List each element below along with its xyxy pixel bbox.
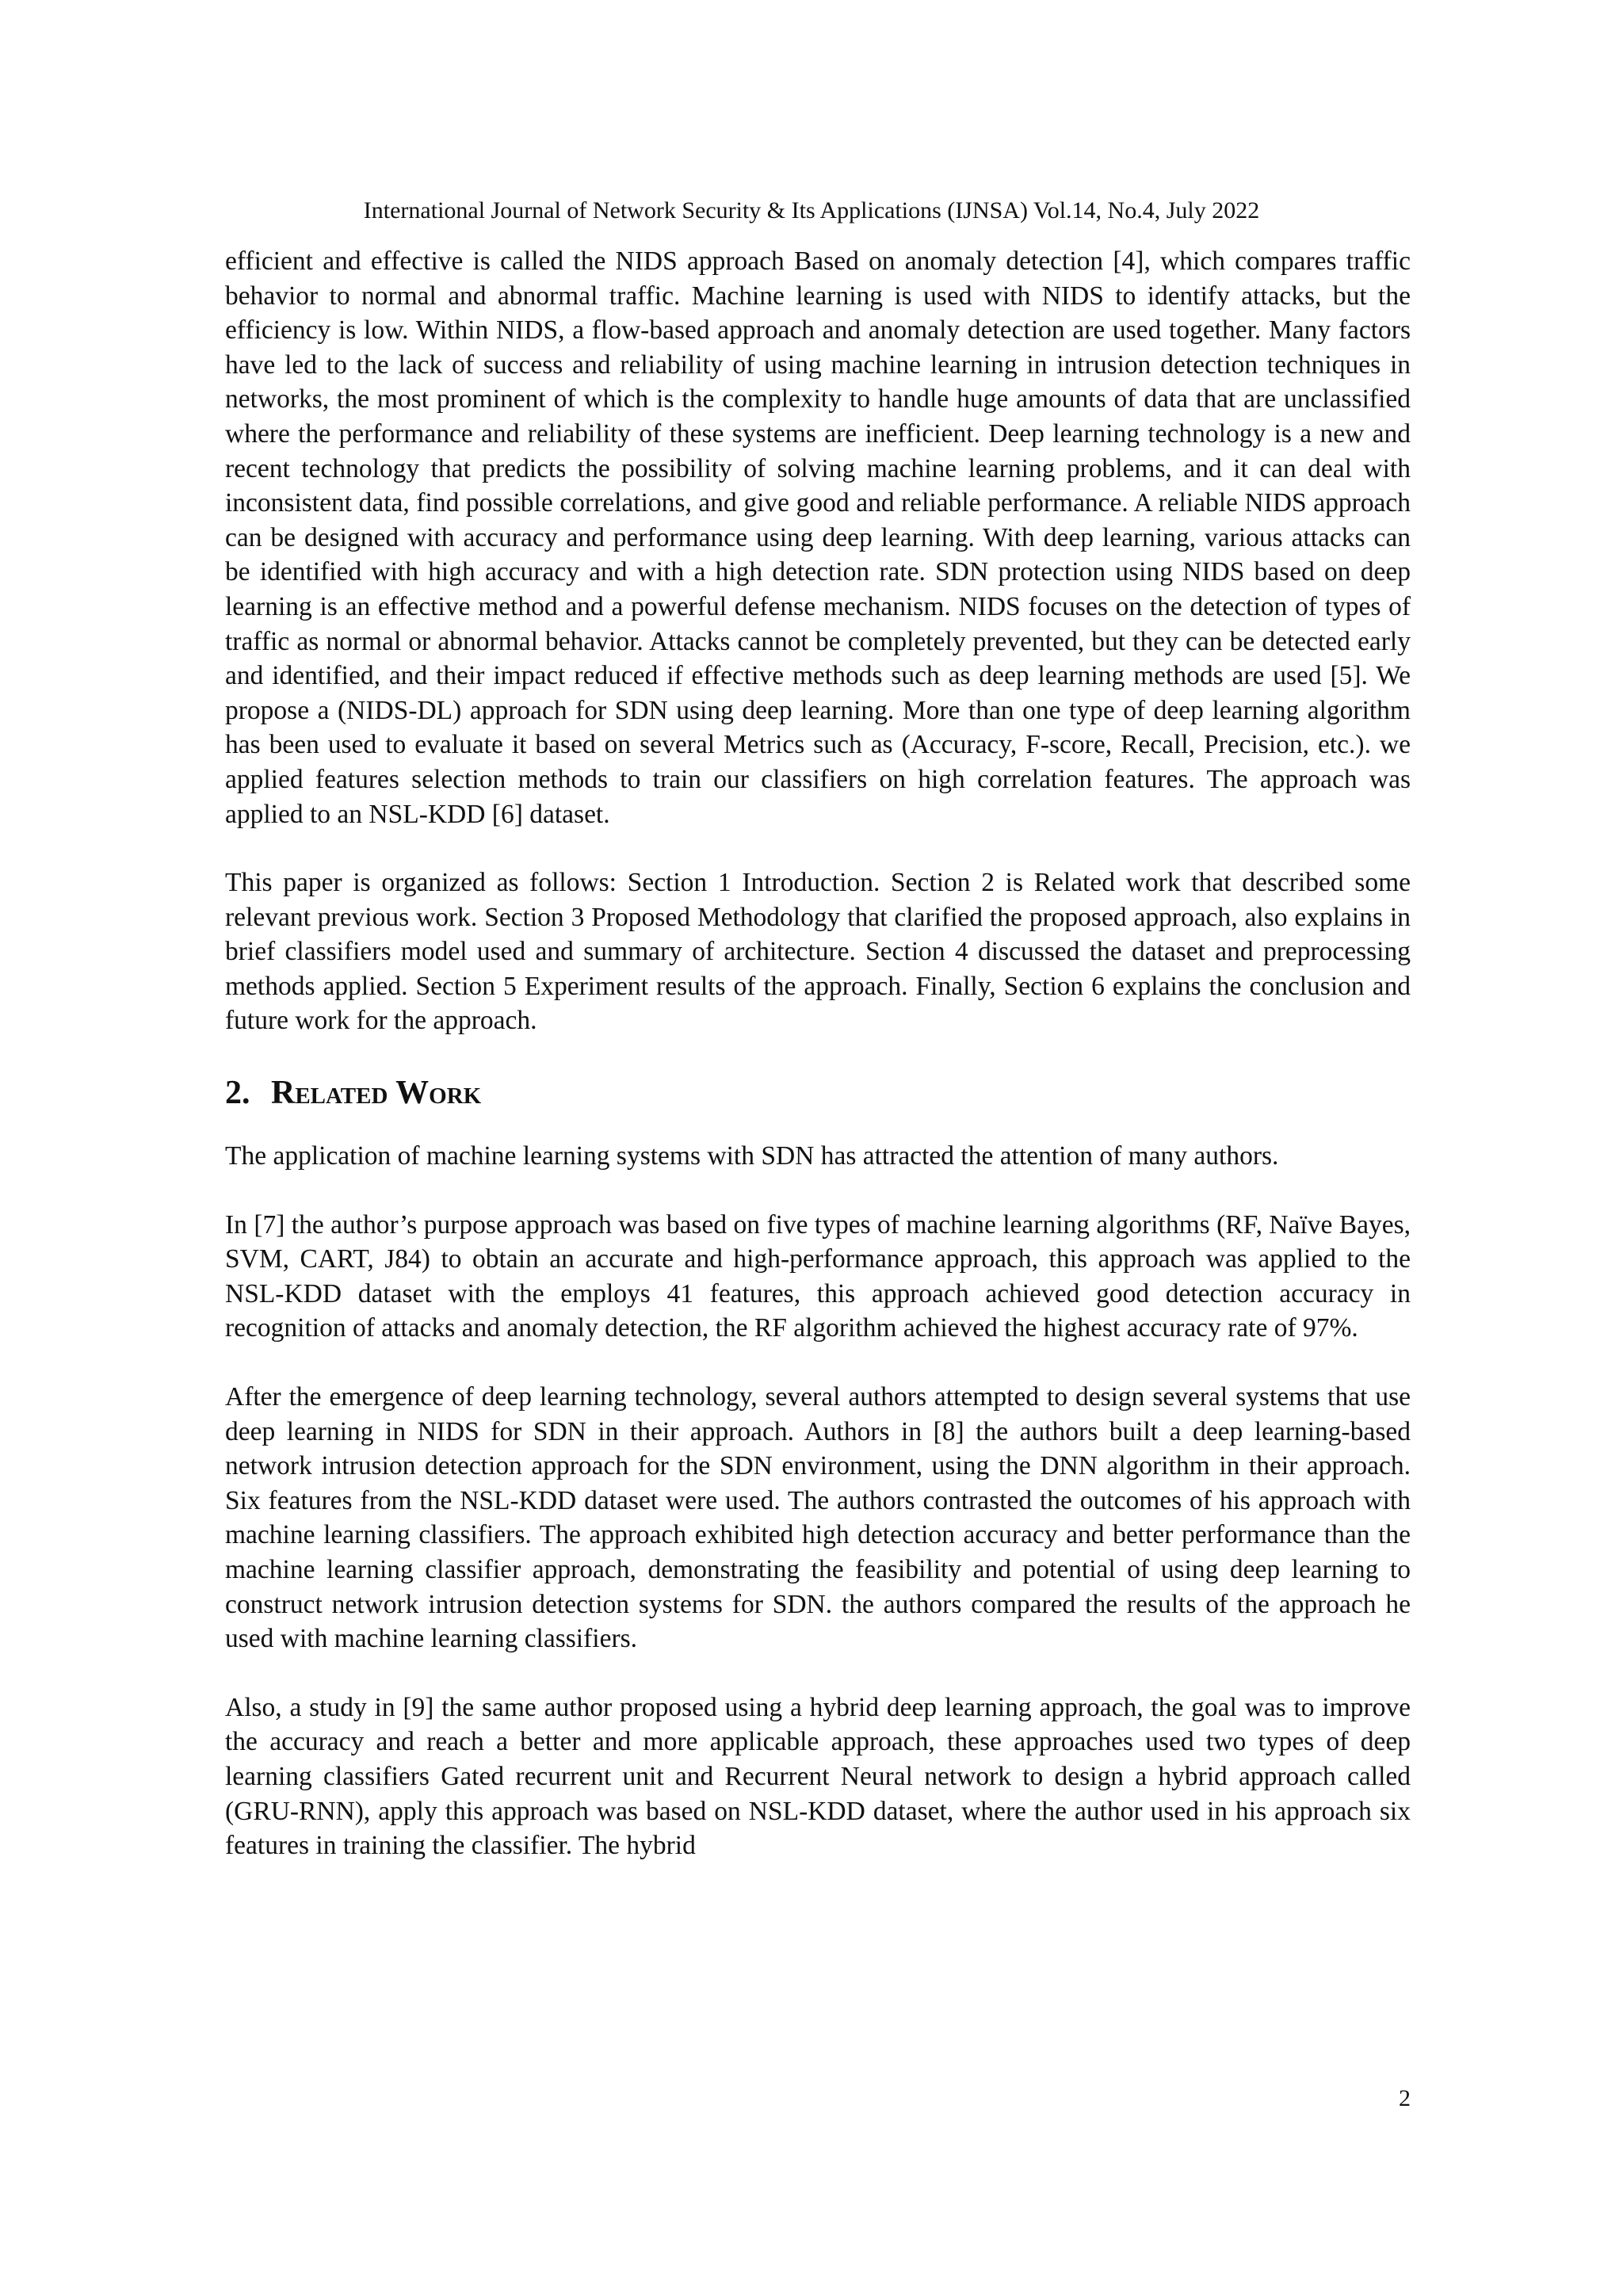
related-work-paragraph: Also, a study in [9] the same author proposed using a hybrid deep learning approach, the goal was to improve the accuracy and reach a better and more applicable approach, these approaches used two types of deep learning classifiers Gated recurrent unit and Recurrent Neural network to design a hybrid approach called (GRU-RNN), apply this approach was based on NSL-KDD dataset, where the author used in his approach six features in training the classifier. The hybrid <box>225 1692 1411 1861</box>
section-number: 2. <box>225 1075 250 1112</box>
paper-organization-paragraph: This paper is organized as follows: Section 1 Introduction. Section 2 is Related work that described some relevant previous work. Section 3 Proposed Methodology that clarified the proposed approach, also explains in brief classifiers model used and summary of architecture. Section 4 discussed the dataset and preprocessing methods applied. Section 5 Experiment results of the approach. Finally, Section 6 explains the conclusion and future work for the approach. <box>225 868 1411 1036</box>
related-work-paragraph: The application of machine learning systems with SDN has attracted the attention of many authors. <box>225 1141 1279 1171</box>
related-work-paragraph: After the emergence of deep learning technology, several authors attempted to design several systems that use deep learning in NIDS for SDN in their approach. Authors in [8] the authors built a deep learning-based network intrusion detection approach for the SDN environment, using the DNN algorithm in their approach. Six features from the NSL-KDD dataset were used. The authors contrasted the outcomes of his approach with machine learning classifiers. The approach exhibited high detection accuracy and better performance than the machine learning classifier approach, demonstrating the feasibility and potential of using deep learning to construct network intrusion detection systems for SDN. the authors compared the results of the approach he used with machine learning classifiers. <box>225 1382 1411 1654</box>
page-number: 2 <box>1399 2085 1411 2111</box>
section-heading-related-work <box>225 1072 1411 1114</box>
intro-paragraph-continued: efficient and effective is called the NIDS approach Based on anomaly detection [4], which compares traffic behavior to normal and abnormal traffic. Machine learning is used with NIDS to identify attacks, but the efficiency is low. Within NIDS, a flow-based approach and anomaly detection are used together. Many factors have led to the lack of success and reliability of using machine learning in intrusion detection techniques in networks, the most prominent of which is the complexity to handle huge amounts of data that are unclassified where the performance and reliability of these systems are inefficient. Deep learning technology is a new and recent technology that predicts the possibility of solving machine learning problems, and it can deal with inconsistent data, find possible correlations, and give good and reliable performance. A reliable NIDS approach can be designed with accuracy and performance using deep learning. With deep learning, various attacks can be identified with high accuracy and with a high detection rate. SDN protection using NIDS based on deep learning is an effective method and a powerful defense mechanism. NIDS focuses on the detection of types of traffic as normal or abnormal behavior. Attacks cannot be completely prevented, but they can be detected early and identified, and their impact reduced if effective methods such as deep learning methods are used [5]. We propose a (NIDS-DL) approach for SDN using deep learning. More than one type of deep learning algorithm has been used to evaluate it based on several Metrics such as (Accuracy, F-score, Recall, Precision, etc.). we applied features selection methods to train our classifiers on high correlation features. The approach was applied to an NSL-KDD [6] dataset. <box>225 246 1411 829</box>
section-title: Related Work <box>271 1075 482 1112</box>
page-body <box>225 244 1411 1863</box>
related-work-paragraph: In [7] the author’s purpose approach was based on five types of machine learning algorithms (RF, Naïve Bayes, SVM, CART, J84) to obtain an accurate and high-performance approach, this approach was applied to the NSL-KDD dataset with the employs 41 features, this approach achieved good detection accuracy in recognition of attacks and anomaly detection, the RF algorithm achieved the highest accuracy rate of 97%. <box>225 1209 1411 1343</box>
running-header: International Journal of Network Security & Its Applications (IJNSA) Vol.14, No.4, July 2022 <box>363 197 1260 223</box>
